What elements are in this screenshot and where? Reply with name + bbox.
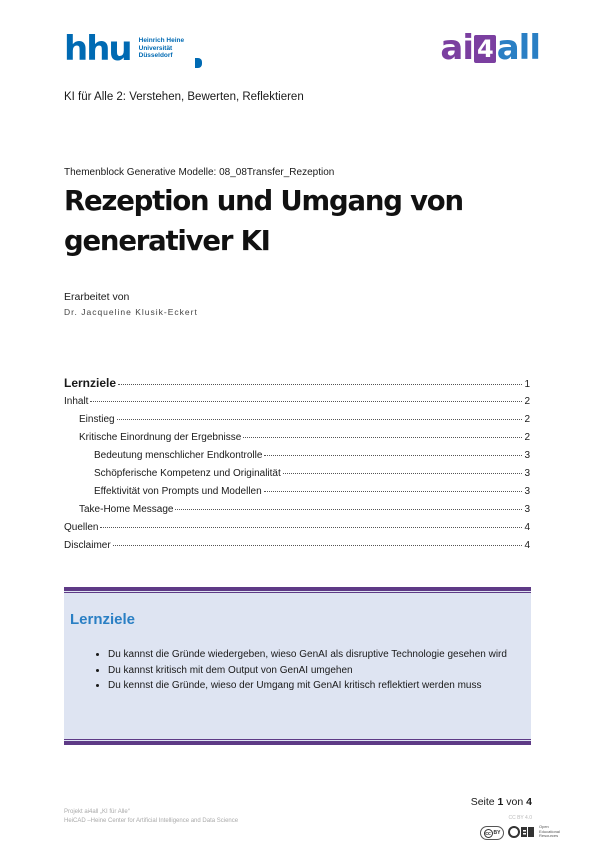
oer-text-line: Open bbox=[539, 824, 549, 830]
lernziele-list bbox=[88, 648, 528, 695]
lernziele-box-bottom-rule bbox=[64, 739, 531, 740]
toc-entry-kritische-einordnung[interactable] bbox=[79, 432, 530, 443]
toc-entry-page: 2 bbox=[524, 414, 530, 425]
toc-leader bbox=[175, 509, 522, 510]
hhu-logo-mark: hhu bbox=[64, 29, 131, 69]
toc-entry-page: 4 bbox=[524, 540, 530, 551]
oer-text bbox=[539, 825, 560, 839]
footer-institute-line: HeiCAD –Heine Center for Artificial Intelligence and Data Science bbox=[64, 818, 239, 824]
ai4all-logo-a: a bbox=[440, 28, 463, 68]
toc-leader bbox=[117, 419, 523, 420]
toc-entry-page: 1 bbox=[524, 379, 530, 390]
toc-entry-label: Einstieg bbox=[79, 414, 115, 425]
toc-entry-label: Quellen bbox=[64, 522, 99, 533]
document-title: Rezeption und Umgang von generativer KI bbox=[64, 185, 463, 257]
footer-project-line: Projekt ai4all „KI für Alle“ bbox=[64, 809, 130, 815]
page-number-mid: von bbox=[503, 796, 527, 808]
lernziele-box-title: Lernziele bbox=[70, 611, 136, 628]
oer-logo-icon bbox=[508, 824, 536, 840]
toc-leader bbox=[113, 545, 523, 546]
toc-leader bbox=[118, 384, 522, 385]
toc-entry-label: Bedeutung menschlicher Endkontrolle bbox=[94, 450, 263, 461]
ai4all-logo bbox=[440, 28, 540, 68]
toc-leader bbox=[264, 455, 522, 456]
toc-entry-label: Lernziele bbox=[64, 376, 117, 390]
toc-entry-page: 3 bbox=[524, 504, 530, 515]
cc-by-license-icon bbox=[480, 826, 504, 840]
toc-entry-label: Take-Home Message bbox=[79, 504, 174, 515]
toc-entry-page: 2 bbox=[524, 396, 530, 407]
cc-by-label: BY bbox=[493, 829, 501, 836]
hhu-logo-line: Heinrich Heine bbox=[138, 37, 185, 44]
hhu-logo-line: Universität bbox=[138, 44, 173, 52]
lernziele-box-top-rule bbox=[64, 592, 531, 593]
ai4all-logo-i: i bbox=[462, 28, 474, 68]
toc-entry-originalitaet[interactable] bbox=[94, 468, 530, 479]
page-number bbox=[471, 796, 532, 808]
toc-entry-take-home[interactable] bbox=[79, 504, 530, 515]
hhu-logo-text bbox=[139, 37, 185, 60]
ai4all-logo-all: all bbox=[496, 28, 540, 68]
themenblock-label: Themenblock Generative Modelle: 08_08Transfer_Rezeption bbox=[64, 167, 335, 178]
toc-entry-label: Effektivität von Prompts und Modellen bbox=[94, 486, 262, 497]
cc-label: cc bbox=[485, 830, 491, 837]
license-text: CC BY 4.0 bbox=[508, 815, 532, 821]
toc-entry-disclaimer[interactable] bbox=[64, 540, 530, 551]
hhu-logo bbox=[64, 29, 185, 69]
toc-entry-quellen[interactable] bbox=[64, 522, 530, 533]
toc-leader bbox=[90, 401, 522, 402]
hhu-logo-line: Düsseldorf bbox=[138, 52, 173, 59]
toc-entry-label: Disclaimer bbox=[64, 540, 111, 551]
toc-leader bbox=[283, 473, 523, 474]
toc-entry-effektivitaet[interactable] bbox=[94, 486, 530, 497]
oer-text-line: Resources bbox=[539, 833, 559, 839]
toc-entry-label: Kritische Einordnung der Ergebnisse bbox=[79, 432, 242, 443]
toc-leader bbox=[243, 437, 522, 438]
toc-entry-endkontrolle[interactable] bbox=[94, 450, 530, 461]
toc-entry-page: 3 bbox=[524, 468, 530, 479]
toc-leader bbox=[264, 491, 523, 492]
page-number-current: 1 bbox=[497, 796, 504, 808]
toc-entry-label: Schöpferische Kompetenz und Originalität bbox=[94, 468, 281, 479]
page-number-prefix: Seite bbox=[470, 796, 498, 808]
toc-entry-label: Inhalt bbox=[64, 396, 89, 407]
course-subtitle: KI für Alle 2: Verstehen, Bewerten, Reflektieren bbox=[64, 91, 304, 103]
oer-badge bbox=[508, 824, 560, 840]
hhu-logo-dot-icon bbox=[195, 58, 202, 68]
lernziele-list-item: • Du kannst die Gründe wiedergeben, wieso GenAI als disruptive Technologie gesehen wird bbox=[108, 648, 528, 663]
toc-entry-page: 4 bbox=[524, 522, 530, 533]
lernziele-list-item: • Du kennst die Gründe, wieso der Umgang mit GenAI kritisch reflektiert werden muss bbox=[108, 679, 528, 694]
page-number-total: 4 bbox=[526, 796, 532, 808]
toc-entry-page: 3 bbox=[524, 486, 530, 497]
toc-leader bbox=[100, 527, 522, 528]
lernziele-list-item: • Du kannst kritisch mit dem Output von GenAI umgehen bbox=[108, 664, 528, 679]
toc-entry-page: 2 bbox=[524, 432, 530, 443]
toc-entry-einstieg[interactable] bbox=[79, 414, 530, 425]
oer-text-line: Educational bbox=[539, 828, 560, 834]
toc-entry-inhalt[interactable] bbox=[64, 396, 530, 407]
erarbeitet-label: Erarbeitet von bbox=[64, 291, 130, 303]
toc-entry-lernziele[interactable] bbox=[64, 376, 530, 390]
toc-entry-page: 3 bbox=[524, 450, 530, 461]
ai4all-logo-four: 4 bbox=[474, 35, 496, 63]
author-name: Dr. Jacqueline Klusik-Eckert bbox=[64, 307, 198, 317]
